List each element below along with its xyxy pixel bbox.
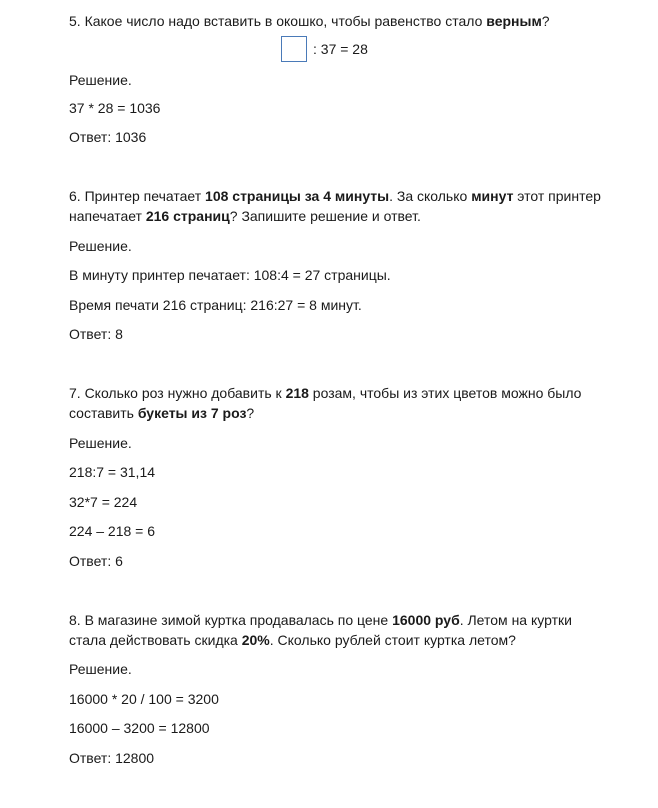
q8-text-2: . Летом на куртки bbox=[459, 612, 572, 628]
q5-solution-label: Решение. bbox=[69, 72, 132, 88]
q7-step-3: 224 – 218 = 6 bbox=[69, 523, 156, 539]
q6-step-1: В минуту принтер печатает: 108:4 = 27 страницы. bbox=[69, 267, 391, 283]
q6-bold-3: 216 страниц bbox=[145, 208, 230, 224]
q7-text-4: ? bbox=[246, 405, 255, 421]
q5-question-suffix: ? bbox=[541, 13, 550, 29]
q6-question-line-2 bbox=[69, 207, 421, 225]
q6-bold-1: 108 страницы за 4 минуты bbox=[205, 188, 390, 204]
q8-question-line-1 bbox=[69, 611, 572, 629]
q6-text-1: 6. Принтер печатает bbox=[69, 188, 206, 204]
q5-question-text: 5. Какое число надо вставить в окошко, чтобы равенство стало bbox=[69, 13, 487, 29]
q8-step-1: 16000 * 20 / 100 = 3200 bbox=[69, 691, 219, 707]
q7-text-2: розам, чтобы из этих цветов можно было bbox=[308, 385, 582, 401]
q6-step-2: Время печати 216 страниц: 216:27 = 8 минут. bbox=[69, 297, 362, 313]
q6-solution-label: Решение. bbox=[69, 238, 132, 254]
q8-text-3: стала действовать скидка bbox=[69, 632, 242, 648]
q7-step-1: 218:7 = 31,14 bbox=[69, 464, 156, 480]
q8-text-4: . Сколько рублей стоит куртка летом? bbox=[269, 632, 516, 648]
q6-text-5: ? Запишите решение и ответ. bbox=[229, 208, 421, 224]
q8-step-2: 16000 – 3200 = 12800 bbox=[69, 720, 210, 736]
q6-text-3: этот принтер bbox=[513, 188, 601, 204]
answer-box bbox=[281, 36, 307, 62]
q5-step-1: 37 * 28 = 1036 bbox=[69, 100, 161, 116]
q6-question-line-1 bbox=[69, 187, 601, 205]
q7-question-line-2 bbox=[69, 404, 254, 422]
q6-answer: Ответ: 8 bbox=[69, 326, 123, 342]
q7-text-1: 7. Сколько роз нужно добавить к bbox=[69, 385, 286, 401]
q8-question-line-2 bbox=[69, 631, 516, 649]
q6-text-2: . За сколько bbox=[389, 188, 472, 204]
q5-question bbox=[69, 12, 550, 30]
q7-bold-2: букеты из 7 роз bbox=[137, 405, 247, 421]
q7-text-3: составить bbox=[69, 405, 138, 421]
q8-text-1: 8. В магазине зимой куртка продавалась по цене bbox=[69, 612, 393, 628]
q5-answer: Ответ: 1036 bbox=[69, 129, 147, 145]
q7-step-2: 32*7 = 224 bbox=[69, 494, 138, 510]
q7-question-line-1 bbox=[69, 384, 581, 402]
q8-answer: Ответ: 12800 bbox=[69, 750, 155, 766]
q6-bold-2: минут bbox=[471, 188, 514, 204]
q7-bold-1: 218 bbox=[285, 385, 309, 401]
q7-answer: Ответ: 6 bbox=[69, 553, 123, 569]
q6-text-4: напечатает bbox=[69, 208, 146, 224]
q5-question-bold: верным bbox=[486, 13, 542, 29]
q7-solution-label: Решение. bbox=[69, 435, 132, 451]
q8-solution-label: Решение. bbox=[69, 661, 132, 677]
q8-bold-1: 16000 руб bbox=[392, 612, 460, 628]
q8-bold-2: 20% bbox=[241, 632, 270, 648]
q5-equation: : 37 = 28 bbox=[313, 41, 368, 57]
